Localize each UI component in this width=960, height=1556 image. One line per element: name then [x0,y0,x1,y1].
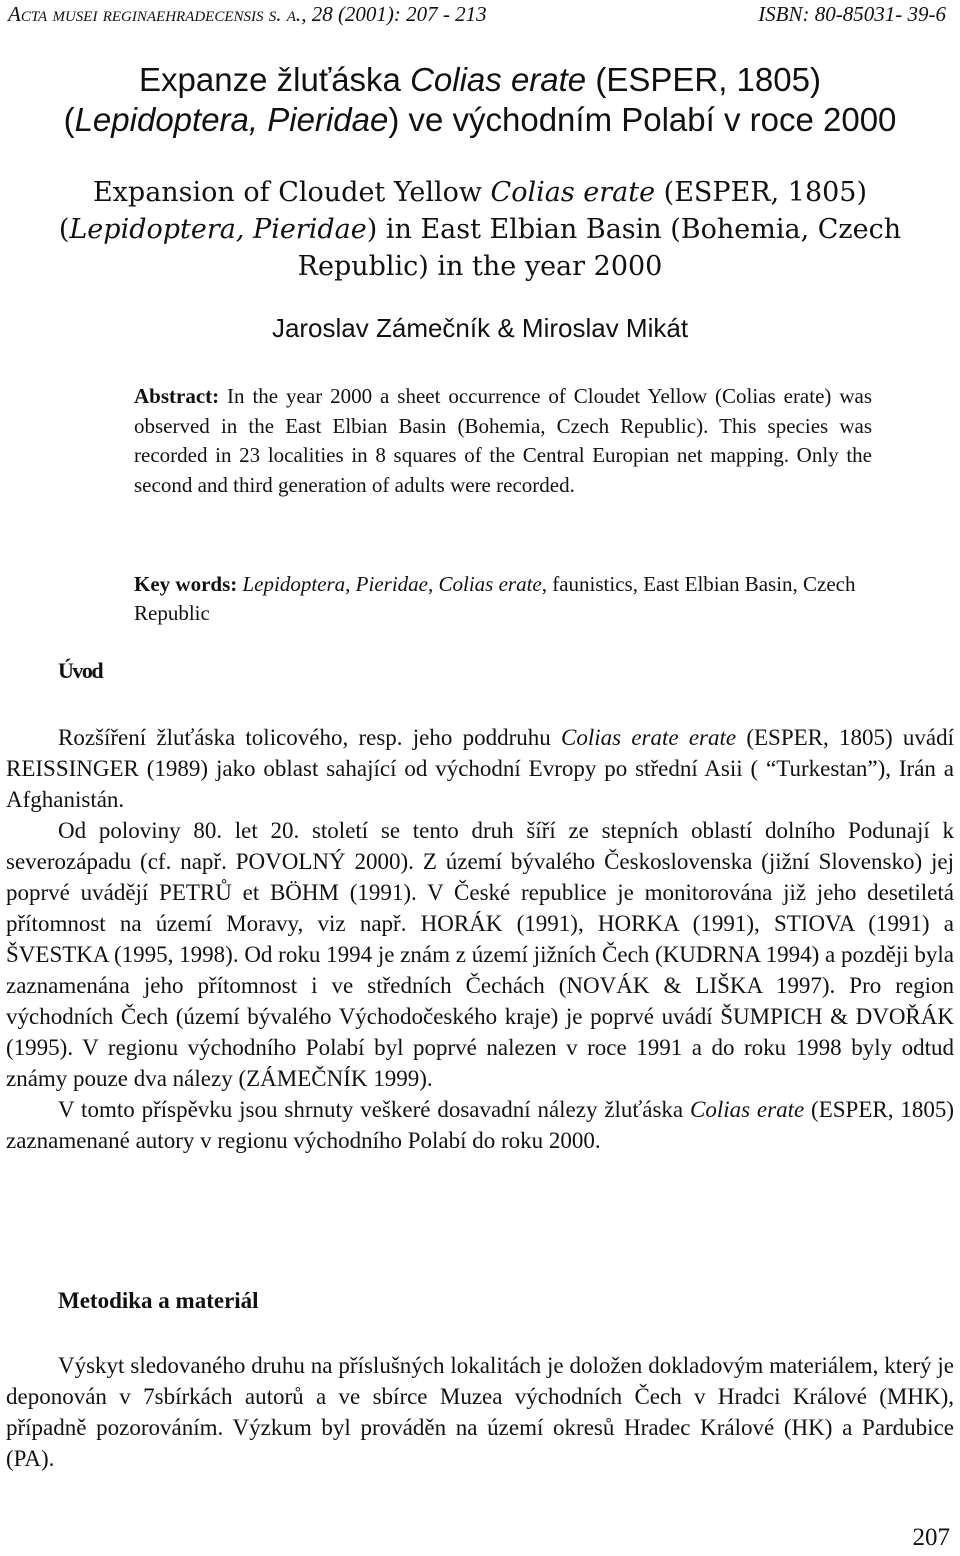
page-number: 207 [912,1524,950,1551]
title-en-text-2: ) in East Elbian Basin (Bohemia, Czech [366,214,902,245]
title-czech: Expanze žluťáska Colias erate (ESPER, 1805) (Lepidoptera, Pieridae) ve východním Polabí v roce 2000 [63,61,897,138]
keyword-3: Colias erate [438,572,542,596]
volume-pages: , 28 (2001): 207 - 213 [301,2,487,26]
uvod-paragraph-3 [6,1094,954,1156]
metodika-paragraph-1: Výskyt sledovaného druhu na příslušných lokalitách je doložen dokladovým materiálem, který je deponován v 7sbírkách autorů a ve sbírce Muzea východních Čech v Hradci Králové (MHK), případně pozorováním. Výzkum byl prováděn na území okresů Hradec Králové (HK) a Pardubice (PA). [6,1353,954,1471]
p3-species: Colias erate [689,1097,805,1122]
section-heading-metodika: Metodika a materiál [58,1288,259,1313]
title-en-taxa: Lepidoptera, Pieridae [69,214,367,245]
title-english: Expansion of Cloudet Yellow Colias erate (ESPER, 1805) (Lepidoptera, Pieridae) in East Elbian Basin (Bohemia, Czech Republic) in the year 2000 [58,177,902,282]
abstract [134,382,872,500]
title-en-species: Colias erate [490,177,656,208]
running-header-citation [8,2,487,27]
title-en-text-3: Republic) in the year 2000 [297,251,663,282]
title-cz-species: Colias erate [410,61,587,98]
keywords-label: Key words: [134,572,238,596]
uvod-body [6,722,954,1156]
uvod-paragraph-2: Od poloviny 80. let 20. století se tento druh šíří ze stepních oblastí dolního Podunají k severozápadu (cf. např. POVOLNÝ 2000). Z území bývalého Československa (jižní Slovensko) jej poprvé uvádějí PETRŮ et BÖHM (1991). V České republice je monitorována již jeho desetiletá přítomnost na území Moravy, viz např. HORÁK (1991), HORKA (1991), STIOVA (1991) a ŠVESTKA (1995, 1998). Od roku 1994 je znám z území jižních Čech (KUDRNA 1994) a později byla zaznamenána jeho přítomnost i ve středních Čechách (NOVÁK & LIŠKA 1997). Pro region východních Čech (území bývalého Východočeského kraje) je poprvé uvádí ŠUMPICH & DVOŘÁK (1995). V regionu východního Polabí byl poprvé nalezen v roce 1991 a do roku 1998 byly odtud známy pouze dva nálezy (ZÁMEČNÍK 1999). [6,818,954,1091]
authors: Jaroslav Zámečník & Miroslav Mikát [271,313,689,343]
p3-text-2: (ESPER, 1805) zaznamenané autory v regionu východního Polabí do roku 2000. [6,1097,955,1153]
keywords: Key words: Lepidoptera, Pieridae, Colias erate, faunistics, East Elbian Basin, Czech Republic [134,572,856,625]
p1-text-2: (ESPER, 1805) uvádí REISSINGER (1989) jako oblast sahající od východní Evropy po střední Asii ( “Turkestan”), Irán a Afghanistán. [6,725,954,812]
keyword-2: Pieridae [355,572,428,596]
abstract-label: Abstract: [134,384,220,408]
abstract-text: In the year 2000 a sheet occurrence of Cloudet Yellow (Colias erate) was observed in the East Elbian Basin (Bohemia, Czech Republic). This species was recorded in 23 localities in 8 squares of the Central Europian net mapping. Only the second and third generation of adults were recorded. [134,384,872,497]
title-cz-taxa: Lepidoptera, Pieridae [74,101,389,138]
title-en-text: Expansion of Cloudet Yellow [92,177,491,208]
p1-species: Colias erate erate [561,725,737,750]
uvod-paragraph-1 [6,722,954,815]
running-header-isbn: ISBN: 80-85031- 39-6 [758,2,946,26]
title-cz-text: Expanze žluťáska [139,61,411,98]
metodika-body [6,1350,954,1474]
p1-text: Rozšíření žluťáska tolicového, resp. jeho poddruhu [58,725,562,750]
title-en-author-year: (ESPER, 1805) [655,177,868,208]
keyword-1: Lepidoptera [242,572,346,596]
section-heading-uvod: Úvod [58,658,103,683]
title-cz-text-2: ) ve východním Polabí v roce 2000 [388,101,897,138]
title-cz-author-year: (ESPER, 1805) [586,61,821,98]
p3-text: V tomto příspěvku jsou shrnuty veškeré dosavadní nálezy žluťáska [58,1097,690,1122]
keywords-rest: , faunistics, East Elbian Basin, Czech Republic [134,572,856,625]
journal-name: Acta musei reginaehradecensis s. a. [8,2,302,26]
